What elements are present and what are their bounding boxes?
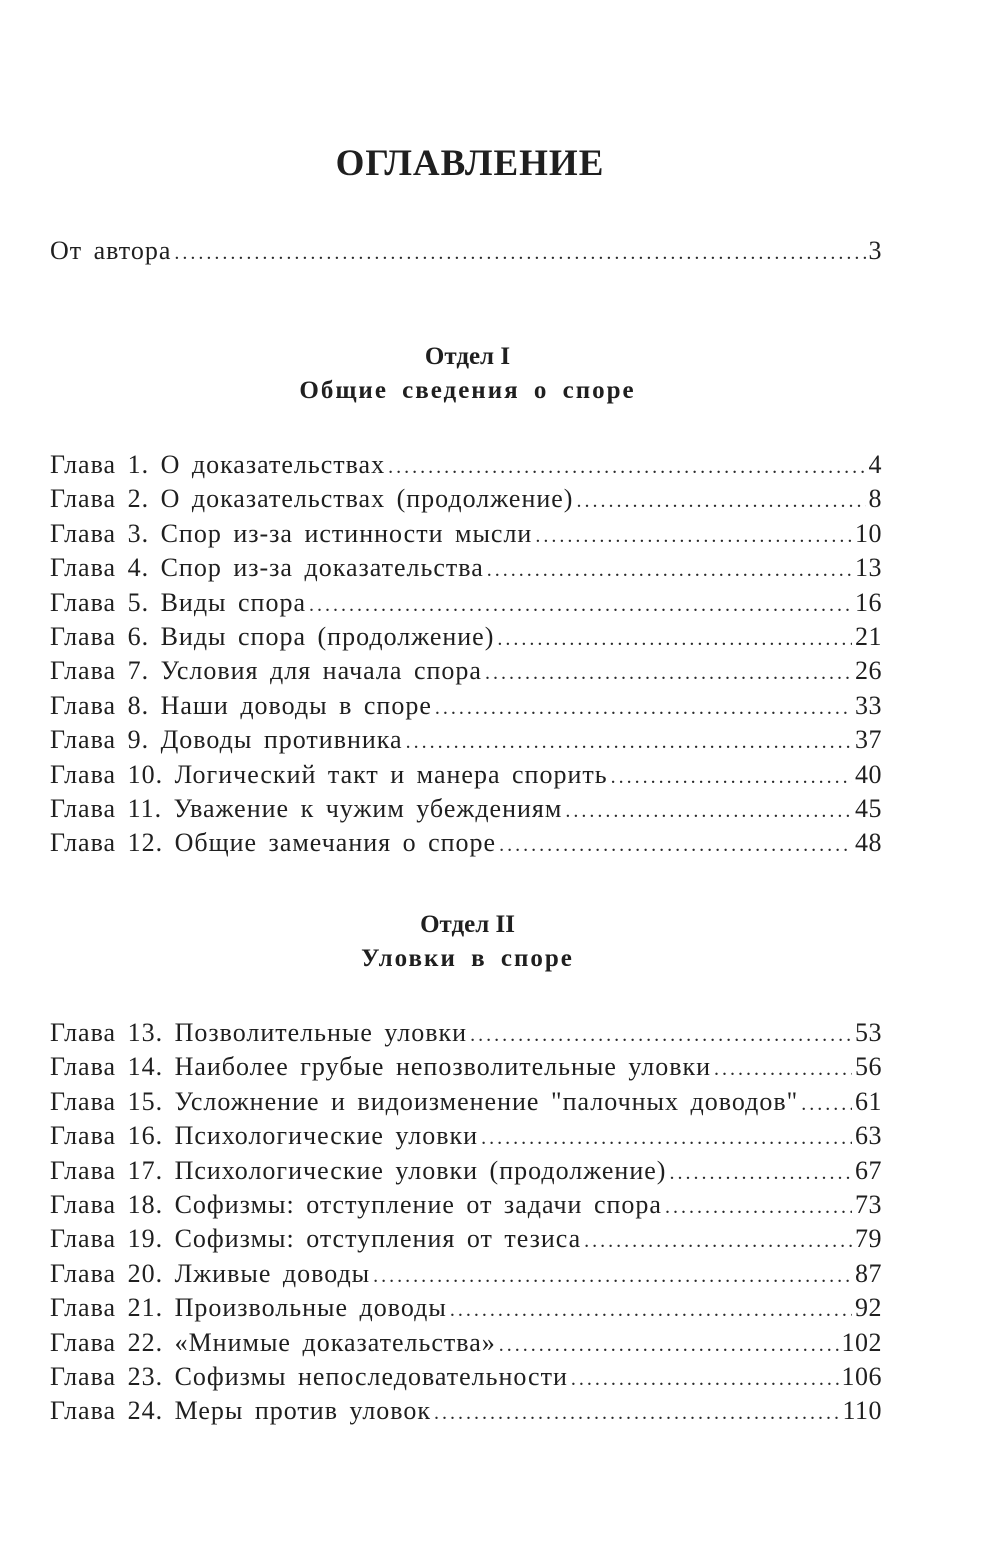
dot-leader bbox=[584, 1230, 852, 1253]
chapter-page-number: 37 bbox=[855, 725, 882, 755]
toc-row bbox=[50, 1224, 882, 1258]
toc-row bbox=[50, 450, 882, 484]
chapter-title: Глава 18. Софизмы: отступление от задачи спора bbox=[50, 1189, 662, 1219]
chapter-title: Глава 11. Уважение к чужим убеждениям bbox=[50, 793, 563, 823]
chapter-page-number: 79 bbox=[855, 1224, 882, 1254]
chapter-title: Глава 3. Спор из-за истинности мысли bbox=[50, 518, 533, 548]
chapter-title: Глава 14. Наиболее грубые непозволительные уловки bbox=[50, 1052, 712, 1082]
section-1-header bbox=[0, 340, 935, 408]
dot-leader bbox=[576, 490, 865, 513]
toc-row bbox=[50, 1018, 882, 1052]
toc-row bbox=[50, 1362, 882, 1396]
section-1-name: Общие сведения о споре bbox=[299, 377, 636, 404]
toc-row bbox=[50, 588, 882, 622]
dot-leader bbox=[373, 1265, 852, 1288]
chapter-title: Глава 16. Психологические уловки bbox=[50, 1121, 479, 1151]
toc-row-intro bbox=[50, 236, 882, 270]
chapter-title: Глава 1. О доказательствах bbox=[50, 450, 386, 479]
dot-leader bbox=[665, 1196, 852, 1219]
chapter-page-number: 16 bbox=[855, 587, 882, 617]
toc-page-number: 3 bbox=[868, 236, 882, 265]
chapter-title: Глава 13. Позволительные уловки bbox=[50, 1018, 468, 1047]
chapter-title: Глава 24. Меры против уловок bbox=[50, 1396, 432, 1426]
toc-row bbox=[50, 1087, 882, 1121]
toc-row bbox=[50, 622, 882, 656]
chapter-title: Глава 19. Софизмы: отступления от тезиса bbox=[50, 1224, 582, 1254]
section-1-chapter-list bbox=[50, 450, 882, 863]
section-1-heading: Отдел I bbox=[424, 343, 511, 370]
chapter-page-number: 45 bbox=[855, 793, 882, 823]
chapter-title: Глава 6. Виды спора (продолжение) bbox=[50, 621, 495, 651]
dot-leader bbox=[450, 1299, 852, 1322]
toc-row bbox=[50, 1328, 882, 1362]
chapter-page-number: 10 bbox=[855, 518, 882, 548]
chapter-page-number: 73 bbox=[855, 1189, 882, 1219]
chapter-title: Глава 20. Лживые доводы bbox=[50, 1258, 371, 1288]
dot-leader bbox=[481, 1127, 852, 1150]
dot-leader bbox=[174, 242, 865, 265]
toc-row bbox=[50, 1052, 882, 1086]
chapter-title: Глава 8. Наши доводы в споре bbox=[50, 690, 432, 720]
toc-row bbox=[50, 691, 882, 725]
chapter-title: Глава 12. Общие замечания о споре bbox=[50, 828, 497, 858]
toc-row bbox=[50, 656, 882, 690]
toc-row bbox=[50, 1293, 882, 1327]
toc-row bbox=[50, 519, 882, 553]
dot-leader bbox=[571, 1368, 839, 1391]
chapter-title: Глава 23. Софизмы непоследовательности bbox=[50, 1361, 568, 1391]
chapter-page-number: 8 bbox=[868, 484, 882, 514]
chapter-page-number: 61 bbox=[855, 1086, 882, 1116]
dot-leader bbox=[499, 834, 852, 857]
chapter-page-number: 63 bbox=[855, 1121, 882, 1151]
toc-row bbox=[50, 1190, 882, 1224]
chapter-page-number: 87 bbox=[855, 1258, 882, 1288]
chapter-title: Глава 22. «Мнимые доказательства» bbox=[50, 1327, 496, 1357]
chapter-page-number: 53 bbox=[855, 1018, 882, 1047]
chapter-page-number: 13 bbox=[855, 553, 882, 583]
chapter-page-number: 67 bbox=[855, 1155, 882, 1185]
dot-leader bbox=[714, 1058, 852, 1081]
chapter-title: Глава 4. Спор из-за доказательства bbox=[50, 553, 484, 583]
chapter-title: Глава 21. Произвольные доводы bbox=[50, 1293, 447, 1323]
toc-row bbox=[50, 484, 882, 518]
toc-row bbox=[50, 1156, 882, 1190]
dot-leader bbox=[388, 456, 865, 479]
chapter-page-number: 56 bbox=[855, 1052, 882, 1082]
chapter-page-number: 106 bbox=[841, 1361, 882, 1391]
dot-leader bbox=[669, 1162, 852, 1185]
dot-leader bbox=[487, 559, 852, 582]
toc-row bbox=[50, 794, 882, 828]
chapter-page-number: 21 bbox=[855, 621, 882, 651]
chapter-title: Глава 2. О доказательствах (продолжение) bbox=[50, 484, 574, 514]
chapter-page-number: 4 bbox=[868, 450, 882, 479]
chapter-page-number: 110 bbox=[842, 1396, 882, 1426]
chapter-page-number: 40 bbox=[855, 759, 882, 789]
toc-row bbox=[50, 725, 882, 759]
dot-leader bbox=[470, 1024, 852, 1047]
dot-leader bbox=[497, 628, 852, 651]
chapter-title: Глава 15. Усложнение и видоизменение "палочных доводов" bbox=[50, 1086, 799, 1116]
dot-leader bbox=[611, 766, 852, 789]
chapter-page-number: 33 bbox=[855, 690, 882, 720]
chapter-title: Глава 17. Психологические уловки (продолжение) bbox=[50, 1155, 667, 1185]
chapter-title: Глава 10. Логический такт и манера спорить bbox=[50, 759, 608, 789]
toc-row bbox=[50, 1259, 882, 1293]
section-2-chapter-list bbox=[50, 1018, 882, 1431]
intro-entry bbox=[50, 236, 882, 270]
toc-row bbox=[50, 1396, 882, 1430]
chapter-title: Глава 7. Условия для начала спора bbox=[50, 656, 482, 686]
toc-row bbox=[50, 553, 882, 587]
chapter-page-number: 26 bbox=[855, 656, 882, 686]
chapter-page-number: 48 bbox=[855, 828, 882, 858]
chapter-title: Глава 5. Виды спора bbox=[50, 587, 307, 617]
page-title: ОГЛАВЛЕНИЕ bbox=[335, 143, 605, 184]
dot-leader bbox=[435, 697, 852, 720]
toc-row bbox=[50, 1121, 882, 1155]
section-2-heading: Отдел II bbox=[420, 911, 515, 938]
dot-leader bbox=[434, 1402, 839, 1425]
chapter-title: Глава 9. Доводы противника bbox=[50, 725, 403, 755]
toc-row bbox=[50, 828, 882, 862]
dot-leader bbox=[499, 1334, 839, 1357]
section-2-header bbox=[0, 908, 935, 976]
dot-leader bbox=[535, 525, 852, 548]
dot-leader bbox=[485, 662, 852, 685]
chapter-page-number: 102 bbox=[841, 1327, 882, 1357]
dot-leader bbox=[801, 1093, 852, 1116]
dot-leader bbox=[406, 731, 852, 754]
toc-label: От автора bbox=[50, 236, 172, 265]
chapter-page-number: 92 bbox=[855, 1293, 882, 1323]
dot-leader bbox=[309, 594, 852, 617]
toc-row bbox=[50, 760, 882, 794]
section-2-name: Уловки в споре bbox=[361, 945, 574, 972]
dot-leader bbox=[565, 800, 852, 823]
